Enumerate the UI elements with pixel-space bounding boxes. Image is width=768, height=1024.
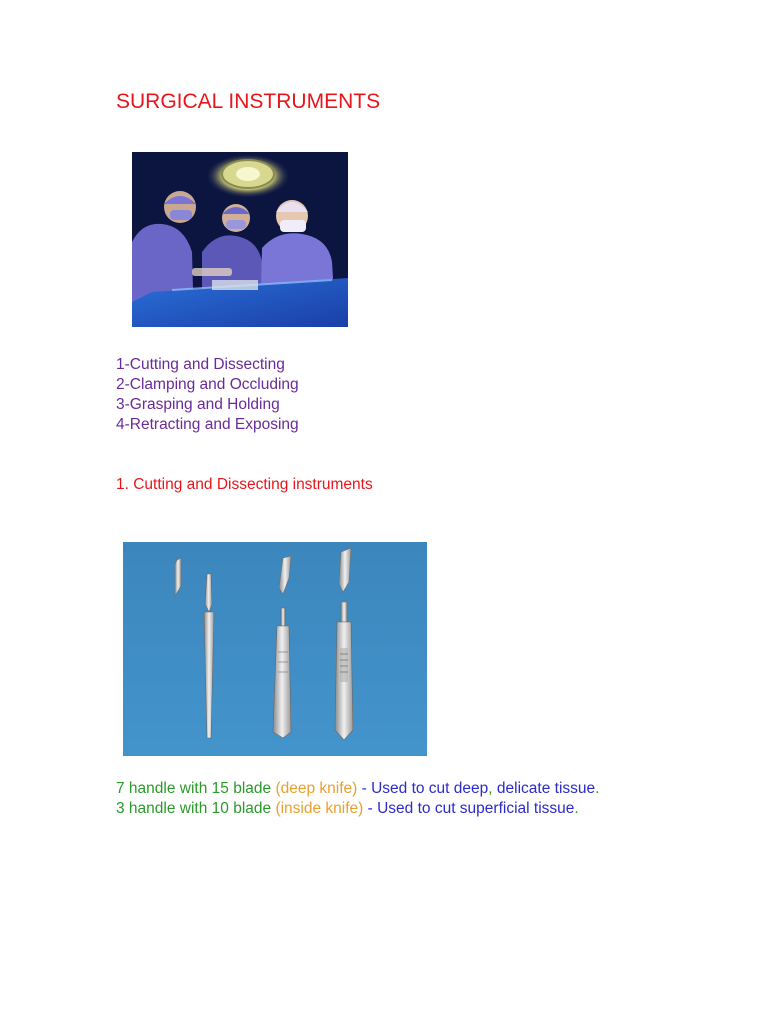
knife-type: (inside knife) xyxy=(275,800,364,817)
handle-label: 3 handle with 10 blade xyxy=(116,800,272,817)
scalpel-blades-photo xyxy=(123,542,427,756)
period: . xyxy=(595,780,600,797)
section-heading: 1. Cutting and Dissecting instruments xyxy=(116,476,373,493)
list-item: 3-Grasping and Holding xyxy=(116,396,280,413)
category-list xyxy=(116,355,299,435)
comma: , xyxy=(488,780,493,797)
list-item: 2-Clamping and Occluding xyxy=(116,376,299,393)
period: . xyxy=(574,800,579,817)
operating-room-photo xyxy=(132,152,348,327)
instrument-descriptions xyxy=(116,779,636,819)
page-title: SURGICAL INSTRUMENTS xyxy=(116,90,381,113)
description-15-blade xyxy=(116,779,636,799)
handle-label: 7 handle with 15 blade xyxy=(116,780,272,797)
description-10-blade xyxy=(116,799,636,819)
list-item: 1-Cutting and Dissecting xyxy=(116,356,285,373)
knife-type: (deep knife) xyxy=(275,780,358,797)
usage-text: Used to cut superficial tissue xyxy=(377,800,575,817)
usage-text: Used to cut deep xyxy=(371,780,489,797)
dash: - xyxy=(357,780,372,797)
dash: - xyxy=(363,800,378,817)
list-item: 4-Retracting and Exposing xyxy=(116,416,299,433)
usage-text-rest: delicate tissue xyxy=(492,780,596,797)
